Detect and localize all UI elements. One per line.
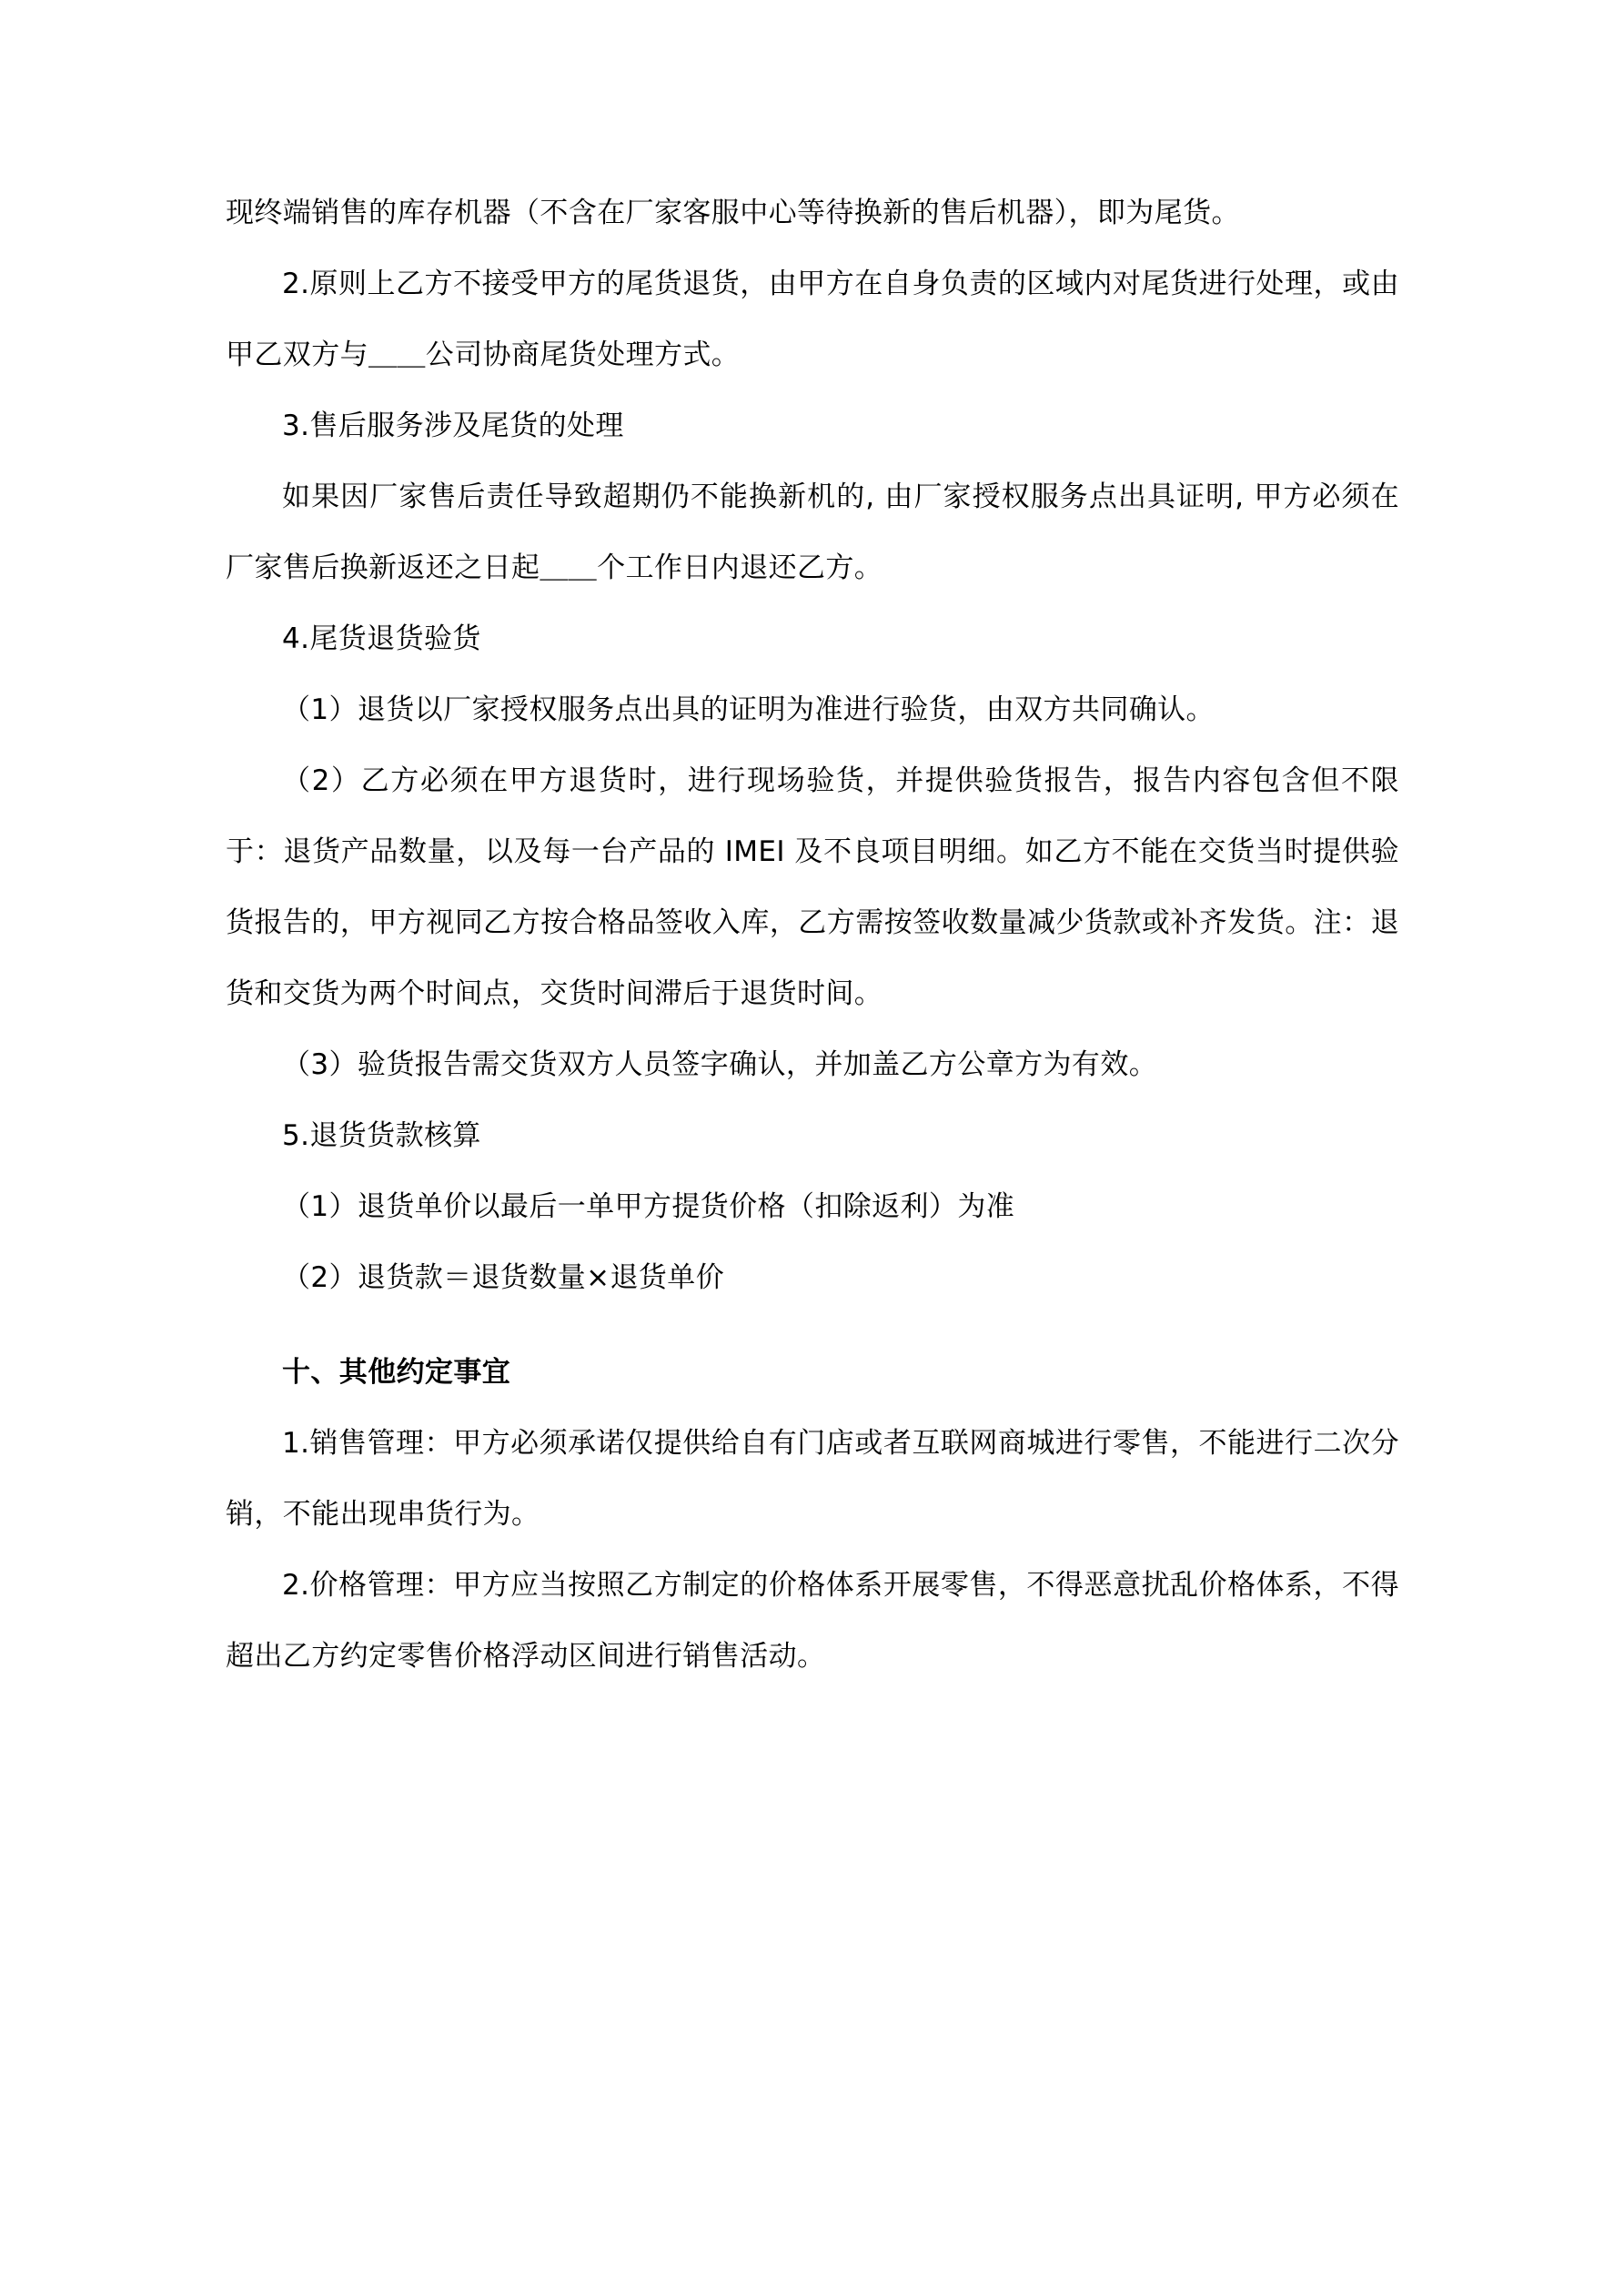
paragraph-8: （3）验货报告需交货双方人员签字确认，并加盖乙方公章方为有效。 <box>282 1048 1158 1081</box>
paragraph-1: 现终端销售的库存机器（不含在厂家客服中心等待换新的售后机器），即为尾货。 <box>226 197 1240 229</box>
paragraph-14: 2.价格管理：甲方应当按照乙方制定的价格体系开展零售，不得恶意扰乱价格体系，不得超出乙方约定零售价格浮动区间进行销售活动。 <box>226 1569 1399 1673</box>
paragraph-7: （2）乙方必须在甲方退货时，进行现场验货，并提供验货报告，报告内容包含但不限于：退货产品数量，以及每一台产品的 IMEI 及不良项目明细。如乙方不能在交货当时提供验货报告的，甲方视同乙方按合格品签收入库，乙方需按签收数量减少货款或补齐发货。注：退货和交货为两个时间点，交货时间滞后于退货时间。 <box>226 764 1399 1010</box>
paragraph-6: （1）退货以厂家授权服务点出具的证明为准进行验货，由双方共同确认。 <box>282 693 1215 726</box>
paragraph-10: （1）退货单价以最后一单甲方提货价格（扣除返利）为准 <box>282 1190 1015 1223</box>
paragraph-2: 2.原则上乙方不接受甲方的尾货退货，由甲方在自身负责的区域内对尾货进行处理，或由甲乙双方与＿＿公司协商尾货处理方式。 <box>226 268 1399 371</box>
paragraph-3: 3.售后服务涉及尾货的处理 <box>282 410 624 442</box>
paragraph-9: 5.退货货款核算 <box>282 1119 481 1152</box>
document-body <box>226 177 1399 1692</box>
section-heading-other-terms: 十、其他约定事宜 <box>282 1356 511 1389</box>
paragraph-11: （2）退货款＝退货数量×退货单价 <box>282 1261 725 1294</box>
paragraph-4: 如果因厂家售后责任导致超期仍不能换新机的, 由厂家授权服务点出具证明, 甲方必须在厂家售后换新返还之日起＿＿个工作日内退还乙方。 <box>226 480 1399 584</box>
paragraph-13: 1.销售管理：甲方必须承诺仅提供给自有门店或者互联网商城进行零售，不能进行二次分销，不能出现串货行为。 <box>226 1427 1399 1531</box>
paragraph-5: 4.尾货退货验货 <box>282 622 481 655</box>
